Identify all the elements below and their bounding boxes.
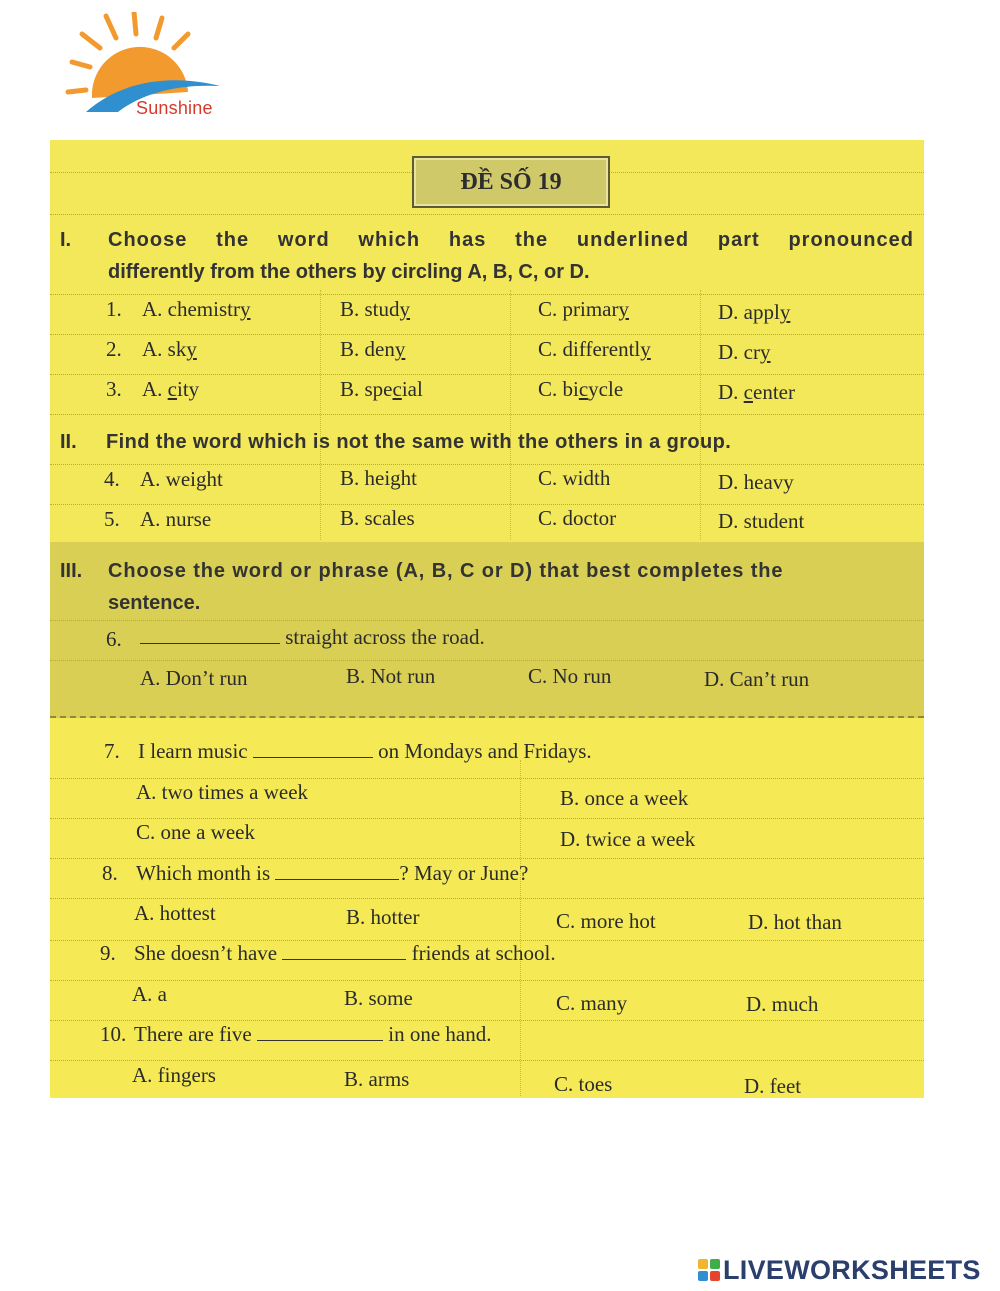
divider xyxy=(50,1060,924,1061)
divider xyxy=(50,980,924,981)
option-c[interactable]: C. differently xyxy=(538,337,651,361)
option-d[interactable]: D. cry xyxy=(718,340,771,364)
option-c[interactable]: C. No run xyxy=(528,664,612,688)
option-c[interactable]: C. width xyxy=(538,466,611,490)
question-number: 1. xyxy=(106,297,122,321)
option-c[interactable]: C. many xyxy=(556,991,628,1015)
section-1-heading: Choose the word which has the underlined part pronounced xyxy=(108,229,914,251)
option-c[interactable]: C. more hot xyxy=(556,909,656,933)
option-c[interactable]: C. primary xyxy=(538,297,629,321)
question-number: 2. xyxy=(106,337,122,361)
question-number: 6. xyxy=(106,627,122,651)
option-b[interactable]: B. Not run xyxy=(346,664,436,688)
divider xyxy=(50,464,924,465)
option-a[interactable]: A. sky xyxy=(142,337,197,361)
option-d[interactable]: D. heavy xyxy=(718,470,794,494)
divider xyxy=(50,504,924,505)
section-3-number: III. xyxy=(60,560,83,582)
divider xyxy=(320,290,321,540)
section-2-number: II. xyxy=(60,431,77,453)
option-a[interactable]: A. weight xyxy=(140,467,223,491)
answer-blank[interactable] xyxy=(282,941,406,960)
option-b[interactable]: B. deny xyxy=(340,337,406,361)
divider xyxy=(50,414,924,415)
question-stem: straight across the road. xyxy=(140,624,485,650)
section-2-heading: Find the word which is not the same with the others in a group. xyxy=(106,431,732,453)
answer-blank[interactable] xyxy=(275,861,399,880)
question-stem: I learn music on Mondays and Fridays. xyxy=(138,739,592,763)
section-divider xyxy=(50,716,924,718)
answer-blank[interactable] xyxy=(253,739,373,758)
question-number: 7. xyxy=(104,739,120,763)
option-d[interactable]: D. feet xyxy=(744,1074,802,1098)
logo-text: Sunshine xyxy=(136,98,213,118)
option-b[interactable]: B. special xyxy=(340,377,423,401)
option-a[interactable]: A. fingers xyxy=(132,1063,216,1087)
divider xyxy=(50,620,924,621)
option-b[interactable]: B. height xyxy=(340,466,417,490)
question-number: 8. xyxy=(102,861,118,885)
liveworksheets-icon xyxy=(698,1259,720,1281)
option-c[interactable]: C. toes xyxy=(554,1072,613,1096)
section-3-heading: Choose the word or phrase (A, B, C or D) that best completes the xyxy=(108,560,784,582)
option-a[interactable]: A. chemistry xyxy=(142,297,251,321)
option-b[interactable]: B. once a week xyxy=(560,786,689,810)
question-number: 9. xyxy=(100,941,116,965)
option-d[interactable]: D. center xyxy=(718,380,795,404)
option-b[interactable]: B. study xyxy=(340,297,411,321)
question-number: 4. xyxy=(104,467,120,491)
section-3-heading-cont: sentence. xyxy=(108,592,201,614)
divider xyxy=(520,760,521,1096)
option-b[interactable]: B. hotter xyxy=(346,905,420,929)
option-d[interactable]: D. much xyxy=(746,992,819,1016)
option-c[interactable]: C. one a week xyxy=(136,820,255,844)
option-c[interactable]: C. doctor xyxy=(538,506,617,530)
footer-brand: LIVEWORKSHEETS xyxy=(723,1254,981,1285)
question-number: 3. xyxy=(106,377,122,401)
option-a[interactable]: A. nurse xyxy=(140,507,212,531)
option-d[interactable]: D. twice a week xyxy=(560,827,696,851)
divider xyxy=(700,290,701,540)
option-d[interactable]: D. apply xyxy=(718,300,791,324)
question-stem: She doesn’t have friends at school. xyxy=(134,941,556,965)
exam-title: ĐỀ SỐ 19 xyxy=(412,156,610,208)
divider xyxy=(50,334,924,335)
option-b[interactable]: B. some xyxy=(344,986,413,1010)
option-d[interactable]: D. hot than xyxy=(748,910,842,934)
divider xyxy=(50,660,924,661)
divider xyxy=(50,898,924,899)
answer-blank[interactable] xyxy=(140,625,280,644)
option-b[interactable]: B. arms xyxy=(344,1067,410,1091)
divider xyxy=(50,374,924,375)
divider xyxy=(50,214,924,215)
answer-blank[interactable] xyxy=(257,1022,383,1041)
option-d[interactable]: D. Can’t run xyxy=(704,667,810,691)
divider xyxy=(50,858,924,859)
option-a[interactable]: A. city xyxy=(142,377,200,401)
option-c[interactable]: C. bicycle xyxy=(538,377,624,401)
option-a[interactable]: A. two times a week xyxy=(136,780,309,804)
option-d[interactable]: D. student xyxy=(718,509,805,533)
section-1-number: I. xyxy=(60,229,72,251)
section-1-heading-cont: differently from the others by circling A, B, C, or D. xyxy=(108,261,590,283)
option-a[interactable]: A. hottest xyxy=(134,901,216,925)
option-a[interactable]: A. a xyxy=(132,982,167,1006)
liveworksheets-logo xyxy=(698,1256,981,1284)
question-number: 10. xyxy=(100,1022,127,1046)
divider xyxy=(510,290,511,540)
question-stem: Which month is ? May or June? xyxy=(136,861,529,885)
question-stem: There are five in one hand. xyxy=(134,1022,492,1046)
divider xyxy=(50,294,924,295)
question-number: 5. xyxy=(104,507,120,531)
option-b[interactable]: B. scales xyxy=(340,506,415,530)
option-a[interactable]: A. Don’t run xyxy=(140,666,248,690)
